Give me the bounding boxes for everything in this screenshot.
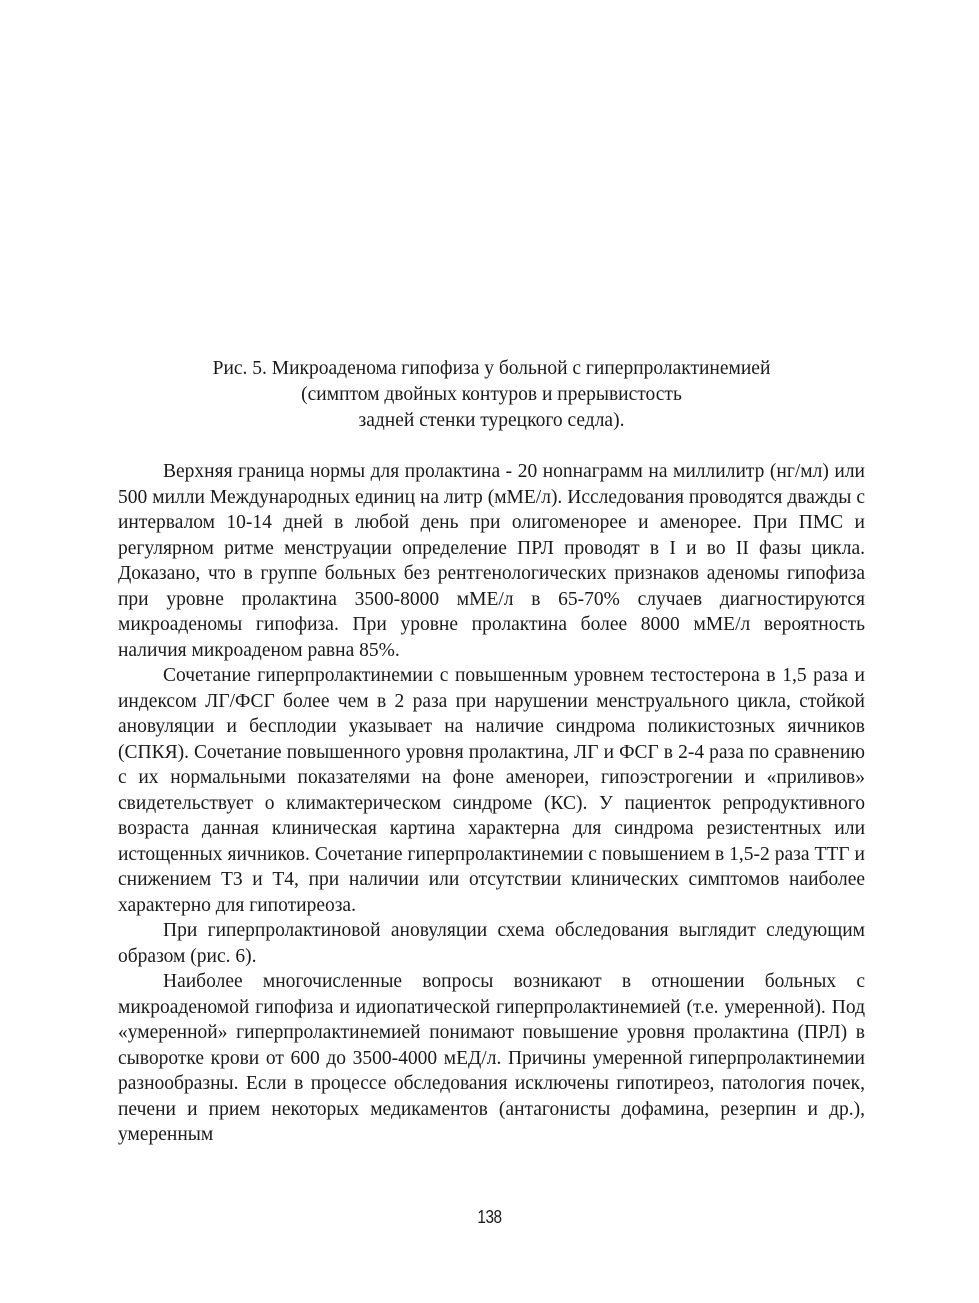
figure-caption xyxy=(118,356,865,434)
caption-line: (симптом двойных контуров и прерывистость xyxy=(301,384,682,405)
page-number: 138 xyxy=(477,1207,502,1227)
paragraph: Наиболее многочисленные вопросы возникают в отношении больных с микроаденомой гипофиза и идиопатической гиперпролактинемией (т.е. умеренной). Под «умеренной» гиперпролактинемией понимают повышение уровня пролактина (ПРЛ) в сыворотке крови от 600 до 3500-4000 мЕД/л. Причины умеренной гиперпролактинемии разнообразны. Если в процессе обследования исключены гипотиреоз, патология почек, печени и прием некоторых медикаментов (антагонисты дофамина, резерпин и др.), умеренным xyxy=(118,971,865,1145)
paragraph: Верхняя граница нормы для пролактина - 20 нonнаграмм на миллилитр (нг/мл) или 500 милли Международных единиц на литр (мМЕ/л). Исследования проводятся дважды с интервалом 10-14 дней в любой день при олигоменорее и аменорее. При ПМС и регулярном ритме менструации определение ПРЛ проводят в I и во II фазы цикла. Доказано, что в группе больных без рентгенологических признаков аденомы гипофиза при уровне пролактина 3500-8000 мМЕ/л в 65-70% случаев диагностируются микроаденомы гипофиза. При уровне пролактина более 8000 мМЕ/л вероятность наличия микроаденом равна 85%. xyxy=(118,461,865,661)
body-text xyxy=(118,459,865,1148)
paragraph: При гиперпролактиновой ановуляции схема обследования выглядит следующим образом (рис. 6). xyxy=(118,920,865,967)
caption-line: Рис. 5. Микроаденома гипофиза у больной с гиперпролактинемией xyxy=(212,358,771,379)
caption-line: задней стенки турецкого седла). xyxy=(358,410,625,431)
paragraph: Сочетание гиперпролактинемии с повышенным уровнем тестостерона в 1,5 раза и индексом ЛГ/ФСГ более чем в 2 раза при нарушении менструального цикла, стойкой ановуляции и бесплодии указывает на наличие синдрома поликистозных яичников (СПКЯ). Сочетание повышенного уровня пролактина, ЛГ и ФСГ в 2-4 раза по сравнению с их нормальными показателями на фоне аменореи, гипоэстрогении и «приливов» свидетельствует о климактерическом синдроме (КС). У пациенток репродуктивного возраста данная клиническая картина характерна для синдрома резистентных или истощенных яичников. Сочетание гиперпролактинемии с повышением в 1,5-2 раза ТТГ и снижением Т3 и Т4, при наличии или отсутствии клинических симптомов наиболее характерно для гипотиреоза. xyxy=(118,665,865,916)
